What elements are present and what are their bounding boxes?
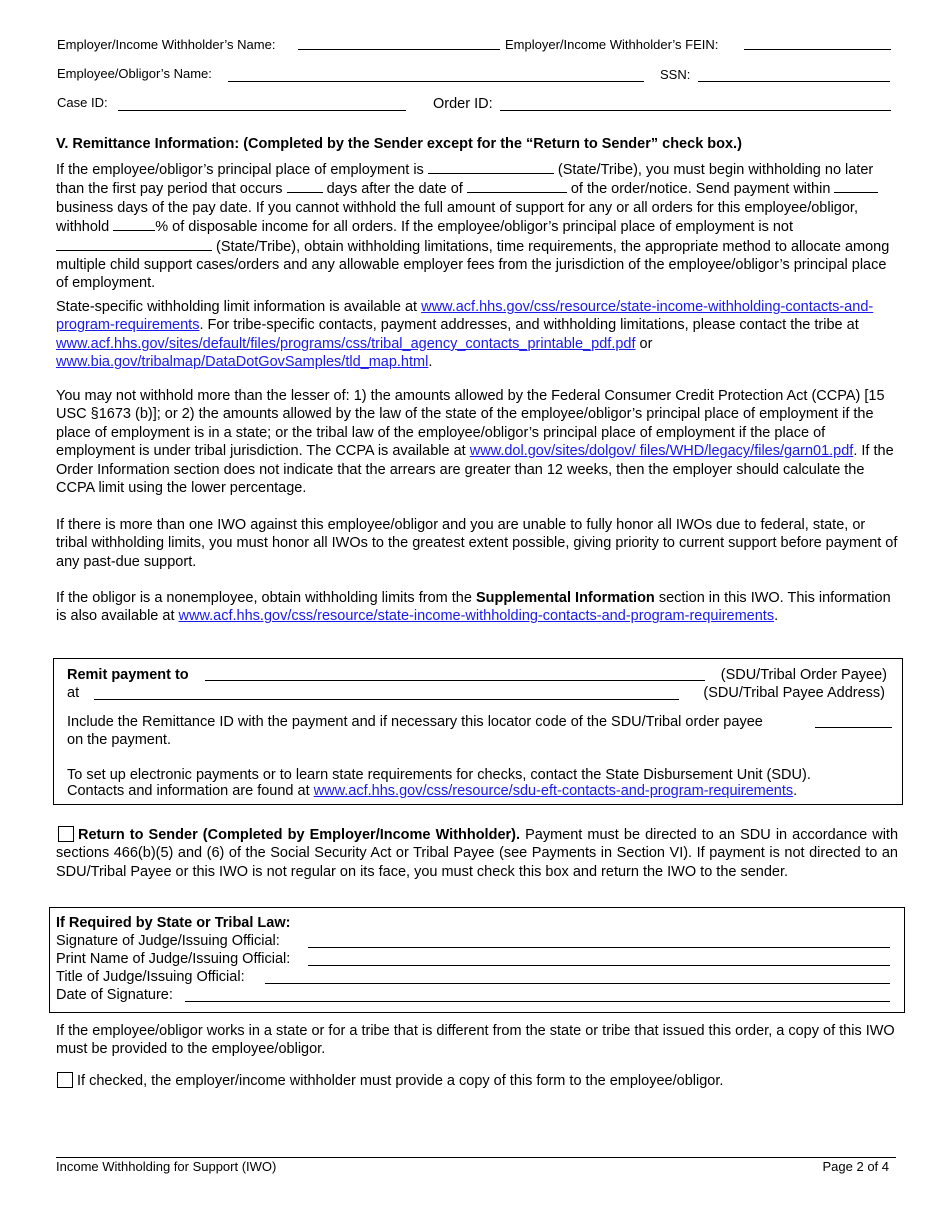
business-days-field[interactable] [834, 179, 878, 193]
print-name-label: Print Name of Judge/Issuing Official: [56, 951, 291, 967]
order-id-label: Order ID: [433, 96, 493, 112]
footer-page-number: Page 2 of 4 [822, 1159, 889, 1174]
case-id-label: Case ID: [57, 95, 108, 110]
date-label: Date of Signature: [56, 987, 173, 1003]
remittance-id-text-2: on the payment. [67, 732, 171, 748]
ssn-label: SSN: [660, 67, 691, 82]
copy-form-checkbox-label: If checked, the employer/income withholder must provide a copy of this form to the employee/obligor. [77, 1073, 724, 1089]
other-state-tribe-field[interactable] [56, 237, 212, 251]
multiple-iwo-paragraph: If there is more than one IWO against this employee/obligor and you are unable to fully honor all IWOs due to federal, state, or tribal withholding limits, you must honor all IWOs to the greatest extent possible, giving priority to current support before payment of any past-due support. [56, 517, 898, 570]
percent-field[interactable] [113, 217, 155, 231]
remit-payee-suffix: (SDU/Tribal Order Payee) [720, 667, 887, 683]
law-box-title: If Required by State or Tribal Law: [56, 915, 291, 931]
case-id-field[interactable] [118, 110, 406, 111]
footer-rule [56, 1157, 896, 1158]
section-v-title: V. Remittance Information: (Completed by the Sender except for the “Return to Sender” check box.) [56, 136, 742, 152]
employee-name-field[interactable] [228, 81, 644, 82]
locator-code-field[interactable] [815, 727, 892, 728]
sdu-eft-link[interactable]: www.acf.hhs.gov/css/resource/sdu-eft-contacts-and-program-requirements [313, 783, 794, 799]
employer-fein-label: Employer/Income Withholder’s FEIN: [505, 37, 719, 52]
at-label: at [67, 685, 80, 701]
copy-form-checkbox[interactable] [57, 1072, 73, 1088]
payee-address-field[interactable] [94, 699, 679, 700]
ccpa-limits-paragraph: You may not withhold more than the lesser of: 1) the amounts allowed by the Federal Consumer Credit Protection Act (CCPA) [15 USC §1673 (b)]; or 2) the amounts allowed by the law of the state of the employee/obligor’s principal place of employment if the place of employment is in a state; or the tribal law of the employee/obligor’s principal place of employment if the place of employment is under tribal jurisdiction. The CCPA is available at www.dol.gov/sites/dolgov/ files/WHD/legacy/files/garn01.pdf. If the Order Information section does not indicate that the arrears are greater than 12 weeks, then the employer should calculate the CCPA limit using the lower percentage. [56, 388, 894, 497]
order-date-field[interactable] [467, 179, 567, 193]
state-specific-limits-paragraph: State-specific withholding limit information is available at www.acf.hhs.gov/css/resource/state-income-withholding-contacts-and-program-requirements. For tribe-specific contacts, payment addresses, and withholding limitations, please contact the tribe at www.acf.hhs.gov/sites/default/files/programs/css/tribal_agency_contacts_printable_pdf.pdf or www.bia.gov/tribalmap/DataDotGovSamples/tld_map.html. [56, 299, 874, 371]
days-field[interactable] [287, 179, 323, 193]
remit-payment-label: Remit payment to [67, 667, 189, 683]
ccpa-link[interactable]: www.dol.gov/sites/dolgov/ files/WHD/legacy/files/garn01.pdf [469, 443, 854, 460]
withholding-instructions-paragraph: If the employee/obligor’s principal place of employment is (State/Tribe), you must begin withholding no later than the first pay period that occurs days after the date of of the order/notice. Send payment within business days of the pay date. If you cannot withhold the full amount of support for any or all orders for this employee/obligor, withhold % of disposable income for all orders. If the employee/obligor’s principal place of employment is not (State/Tribe), obtain withholding limitations, time requirements, the appropriate method to allocate among multiple child support cases/orders and any allowable employer fees from the jurisdiction of the employee/obligor’s principal place of employment. [56, 162, 890, 292]
return-to-sender-paragraph: Return to Sender (Completed by Employer/Income Withholder). Payment must be directed to an SDU in accordance with sections 466(b)(5) and (6) of the Social Security Act or Tribal Payee (see Payments in Section VI). If payment is not directed to an SDU/Tribal Payee or this IWO is not regular on its face, you must check this box and return the IWO to the sender. [56, 827, 899, 880]
state-withholding-link[interactable]: www.acf.hhs.gov/css/resource/state-income-withholding-contacts-and-program-requirements [56, 299, 874, 334]
electronic-payments-text: To set up electronic payments or to learn state requirements for checks, contact the State Disbursement Unit (SDU). [67, 767, 811, 783]
signature-label: Signature of Judge/Issuing Official: [56, 933, 280, 949]
copy-notice-paragraph: If the employee/obligor works in a state or for a tribe that is different from the state or tribe that issued this order, a copy of this IWO must be provided to the employee/obligor. [56, 1023, 895, 1058]
remittance-id-text: Include the Remittance ID with the payment and if necessary this locator code of the SDU/Tribal order payee [67, 714, 763, 730]
state-tribe-field[interactable] [428, 160, 554, 174]
title-field[interactable] [265, 983, 890, 984]
print-name-field[interactable] [308, 965, 890, 966]
employer-name-label: Employer/Income Withholder’s Name: [57, 37, 276, 52]
remit-payee-field[interactable] [205, 680, 705, 681]
date-field[interactable] [185, 1001, 890, 1002]
sdu-contacts-line: Contacts and information are found at www.acf.hhs.gov/css/resource/sdu-eft-contacts-and-program-requirements. [67, 783, 798, 799]
tribal-contacts-link[interactable]: www.acf.hhs.gov/sites/default/files/programs/css/tribal_agency_contacts_printable_pdf.pdf [56, 335, 636, 352]
employer-name-field[interactable] [298, 49, 500, 50]
order-id-field[interactable] [500, 110, 891, 111]
ssn-field[interactable] [698, 81, 890, 82]
payee-address-suffix: (SDU/Tribal Payee Address) [703, 685, 885, 701]
nonemployee-paragraph: If the obligor is a nonemployee, obtain withholding limits from the Supplemental Information section in this IWO. This information is also available at www.acf.hhs.gov/css/resource/state-income-withholding-contacts-and-program-requirements. [56, 590, 891, 625]
tribal-map-link[interactable]: www.bia.gov/tribalmap/DataDotGovSamples/tld_map.html [56, 354, 429, 371]
nonemployee-limits-link[interactable]: www.acf.hhs.gov/css/resource/state-income-withholding-contacts-and-program-requirements [178, 608, 775, 625]
employer-fein-field[interactable] [744, 49, 891, 50]
employee-name-label: Employee/Obligor’s Name: [57, 66, 212, 81]
signature-field[interactable] [308, 947, 890, 948]
footer-form-name: Income Withholding for Support (IWO) [56, 1159, 277, 1174]
title-label: Title of Judge/Issuing Official: [56, 969, 245, 985]
